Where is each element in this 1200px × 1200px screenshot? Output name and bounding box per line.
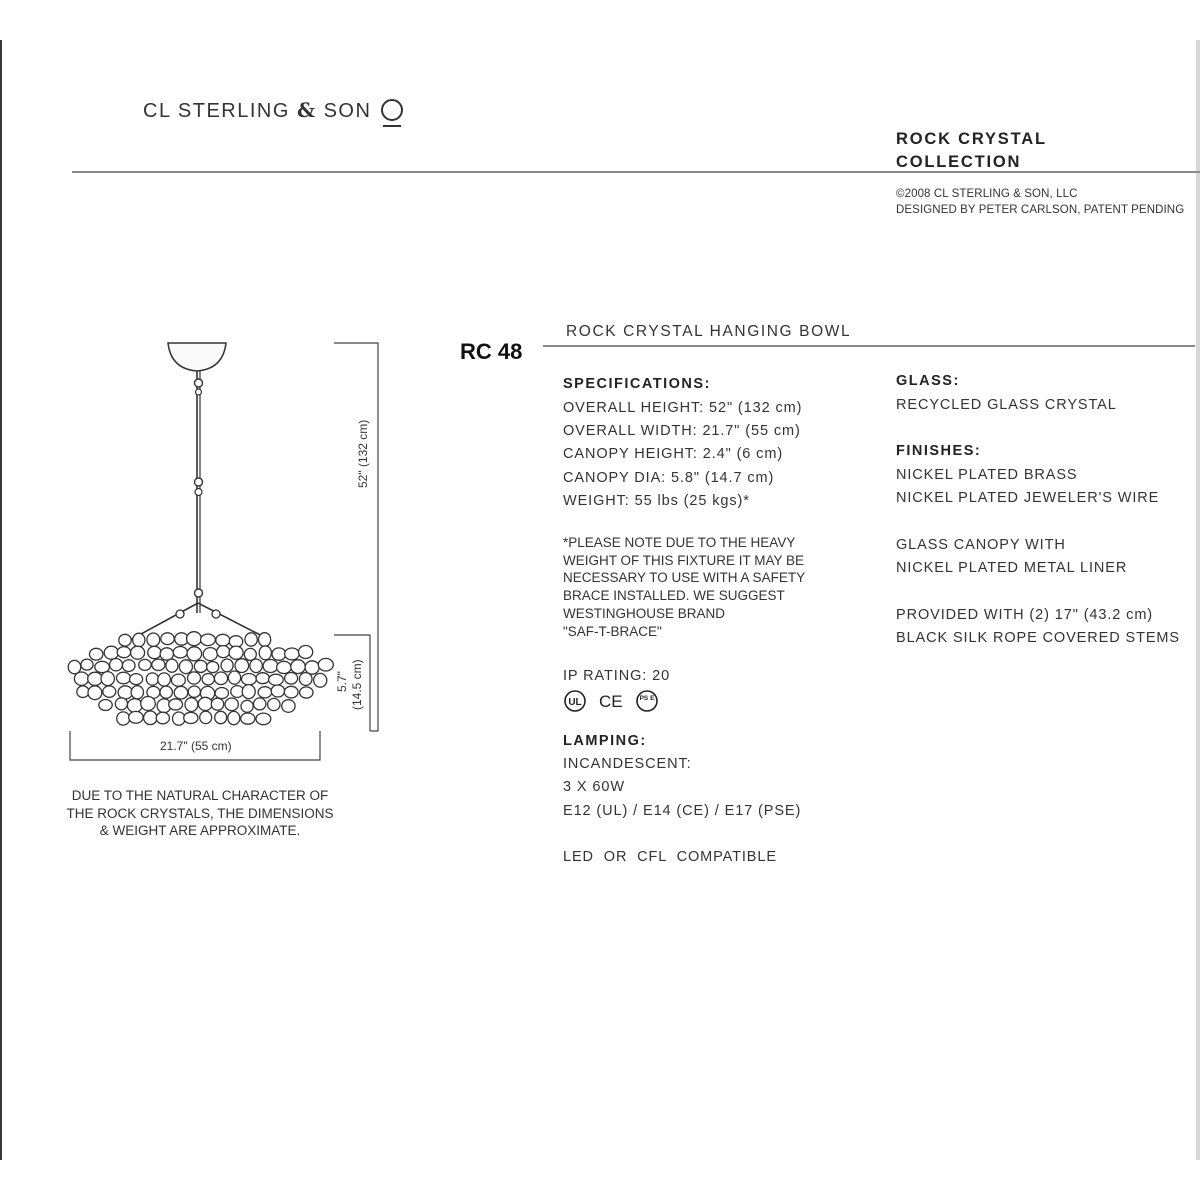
crystal-shape: [184, 712, 198, 723]
crystal-shape: [104, 646, 118, 659]
crystal-shape: [131, 646, 145, 659]
copyright-text: ©2008 CL STERLING & SON, LLC: [896, 188, 1078, 200]
spec-item: CANOPY DIA: 5.8" (14.7 cm): [563, 470, 775, 486]
brand-logo-text: [143, 98, 403, 123]
brand-name-right: SON: [323, 100, 372, 122]
crystal-shape: [148, 646, 161, 658]
pse-mark-icon: [637, 691, 657, 711]
crystal-shape: [179, 660, 192, 674]
rod-joint: [195, 379, 203, 387]
crystal-shape: [131, 686, 143, 699]
spec-item: WEIGHT: 55 lbs (25 kgs)*: [563, 493, 750, 509]
page-border-left: [0, 40, 2, 1160]
stems-line: BLACK SILK ROPE COVERED STEMS: [896, 630, 1180, 646]
lamping-compat: LED OR CFL COMPATIBLE: [563, 849, 777, 865]
crystal-shape: [187, 647, 202, 661]
ul-mark-icon: [565, 691, 585, 711]
crystal-shape: [241, 700, 253, 712]
rod-joint: [195, 489, 202, 496]
note-line: "SAF-T-BRACE": [563, 623, 662, 639]
crystal-shape: [201, 634, 216, 646]
crystal-shape: [299, 673, 312, 686]
crystal-shape: [314, 673, 327, 687]
glass-value: RECYCLED GLASS CRYSTAL: [896, 397, 1117, 413]
crystal-shape: [202, 674, 214, 685]
crystal-shape: [269, 674, 284, 685]
crystal-shape: [203, 648, 217, 661]
caption-line: DUE TO THE NATURAL CHARACTER OF: [71, 788, 329, 803]
crystal-shape: [259, 646, 271, 660]
crystal-shape: [284, 686, 298, 698]
crystal-shape: [117, 712, 130, 725]
crystal-shape: [216, 634, 230, 646]
crystal-shape: [187, 632, 202, 646]
crystal-shape: [103, 686, 116, 697]
crystal-shape: [256, 673, 269, 684]
crystal-shape: [158, 673, 171, 686]
crystal-shape: [99, 700, 112, 711]
crystal-shape: [119, 634, 131, 646]
crystal-shape: [160, 686, 172, 698]
crystal-shape: [173, 647, 187, 658]
crystal-shape: [188, 672, 201, 684]
crystal-shape: [250, 659, 262, 673]
collection-title: [896, 128, 1047, 174]
crystal-shape: [217, 646, 230, 658]
crystal-shape: [88, 686, 102, 700]
certification-marks: [563, 688, 673, 714]
crystal-shape: [166, 659, 178, 672]
brand-ampersand: &: [296, 98, 317, 122]
fixture-drawing: [60, 335, 390, 765]
crystal-shape: [77, 686, 89, 698]
crystal-shape: [245, 633, 257, 646]
crystal-shape: [235, 659, 249, 673]
caption-line: THE ROCK CRYSTALS, THE DIMENSIONS: [66, 805, 334, 821]
crystal-shape: [101, 672, 114, 686]
dimensions-caption: [40, 787, 360, 840]
crystal-shape: [300, 687, 313, 698]
crystal-shape: [110, 659, 123, 671]
caption-line: & WEIGHT ARE APPROXIMATE.: [99, 823, 301, 838]
crystal-shape: [130, 674, 143, 685]
note-line: NECESSARY TO USE WITH A SAFETY: [563, 570, 806, 586]
copyright-block: [896, 186, 1184, 218]
note-line: WESTINGHOUSE BRAND: [563, 605, 726, 621]
model-number: RC 48: [460, 339, 523, 364]
crystal-shape: [215, 688, 228, 699]
crystal-shape: [141, 697, 156, 711]
crystal-shape: [214, 672, 227, 685]
crystal-shape: [318, 658, 333, 671]
finish-item: NICKEL PLATED JEWELER'S WIRE: [896, 490, 1160, 506]
crystal-shape: [118, 686, 132, 699]
canopy-line: GLASS CANOPY WITH: [896, 537, 1066, 553]
crystal-shape: [172, 674, 186, 686]
crystal-shape: [291, 660, 305, 674]
crystal-shape: [221, 659, 233, 672]
crystal-shape: [156, 712, 169, 724]
note-line: *PLEASE NOTE DUE TO THE HEAVY: [563, 535, 796, 550]
ip-rating: IP RATING: 20: [563, 668, 671, 684]
crystal-shape: [228, 671, 240, 684]
collection-line-2: COLLECTION: [896, 153, 1022, 171]
crystal-shape: [88, 672, 103, 685]
crystal-shape: [242, 685, 255, 699]
crystal-shape: [242, 674, 257, 685]
crystal-shape: [215, 711, 227, 723]
safety-note: [563, 534, 805, 640]
canopy-line: NICKEL PLATED METAL LINER: [896, 560, 1128, 576]
crystal-shape: [90, 648, 103, 660]
crystal-shape: [129, 711, 143, 723]
crystal-shape: [299, 646, 313, 659]
crystal-shape: [133, 633, 145, 647]
crystal-shape: [122, 660, 135, 672]
crystal-shape: [127, 699, 142, 713]
crystal-shape: [174, 686, 188, 699]
crystal-shape: [169, 699, 183, 710]
finishes-heading: FINISHES:: [896, 443, 982, 459]
crystal-shape: [229, 646, 243, 659]
crystal-shape: [282, 700, 295, 713]
rod-joint: [195, 478, 203, 486]
crystal-bowl: [68, 632, 333, 726]
crystal-shape: [147, 633, 160, 646]
crystal-shape: [241, 713, 255, 724]
product-divider: [543, 345, 1195, 347]
crystal-shape: [263, 660, 278, 673]
rod-joint: [195, 589, 203, 597]
crystal-shape: [144, 711, 157, 725]
note-line: BRACE INSTALLED. WE SUGGEST: [563, 588, 785, 604]
brand-name-left: CL STERLING: [143, 100, 290, 122]
pse-mark-text: PS E: [639, 695, 655, 702]
crystal-shape: [277, 661, 292, 673]
ce-mark-icon: CE: [599, 692, 623, 711]
crystal-shape: [228, 711, 240, 724]
crystal-shape: [146, 673, 158, 685]
crystal-shape: [81, 659, 93, 670]
lamping-item: 3 X 60W: [563, 779, 625, 795]
collection-line-1: ROCK CRYSTAL: [896, 130, 1047, 148]
crystal-shape: [200, 711, 212, 723]
arm-joint: [212, 610, 220, 618]
lamping-item: E12 (UL) / E14 (CE) / E17 (PSE): [563, 803, 802, 819]
crystal-shape: [117, 672, 131, 684]
crystal-shape: [271, 685, 284, 697]
crystal-shape: [74, 672, 88, 685]
designer-text: DESIGNED BY PETER CARLSON, PATENT PENDING: [896, 204, 1185, 216]
stems-line: PROVIDED WITH (2) 17" (43.2 cm): [896, 607, 1154, 623]
bowl-height-label-1: 5.7": [335, 671, 349, 692]
finish-item: NICKEL PLATED BRASS: [896, 467, 1078, 483]
crystal-shape: [211, 698, 223, 710]
spec-item: OVERALL HEIGHT: 52" (132 cm): [563, 400, 803, 416]
crystal-shape: [117, 647, 130, 658]
arm-right: [198, 603, 266, 638]
spec-item: CANOPY HEIGHT: 2.4" (6 cm): [563, 446, 784, 462]
crystal-shape: [194, 660, 207, 672]
crystal-shape: [152, 659, 165, 670]
crystal-shape: [285, 648, 300, 660]
crystal-shape: [225, 698, 238, 711]
rod-joint: [196, 389, 202, 395]
specs-heading: SPECIFICATIONS:: [563, 376, 711, 392]
circle-logo-icon: [381, 99, 403, 121]
width-dimension-label: 21.7" (55 cm): [160, 739, 232, 753]
crystal-shape: [207, 662, 219, 673]
lamping-item: INCANDESCENT:: [563, 756, 692, 772]
crystal-shape: [188, 686, 200, 697]
bowl-height-label-2: (14.5 cm): [350, 659, 364, 710]
crystal-shape: [272, 648, 286, 660]
ul-mark-text: UL: [568, 697, 582, 708]
crystal-shape: [256, 713, 271, 725]
note-line: WEIGHT OF THIS FIXTURE IT MAY BE: [563, 552, 805, 568]
crystal-shape: [139, 659, 151, 670]
spec-item: OVERALL WIDTH: 21.7" (55 cm): [563, 423, 801, 439]
lamping-heading: LAMPING:: [563, 733, 647, 749]
product-name: ROCK CRYSTAL HANGING BOWL: [566, 323, 852, 340]
crystal-shape: [115, 698, 127, 710]
crystal-shape: [185, 698, 198, 712]
crystal-shape: [161, 633, 174, 645]
crystal-shape: [198, 697, 212, 710]
crystal-shape: [285, 673, 298, 685]
arm-joint: [176, 610, 184, 618]
page-border-right: [1196, 40, 1200, 1160]
crystal-shape: [254, 698, 266, 710]
crystal-shape: [268, 698, 280, 710]
glass-heading: GLASS:: [896, 373, 960, 389]
canopy-shape: [168, 343, 226, 371]
crystal-shape: [259, 633, 271, 647]
crystal-shape: [160, 648, 173, 660]
height-dimension-label: 52" (132 cm): [356, 419, 370, 488]
crystal-shape: [258, 687, 272, 698]
